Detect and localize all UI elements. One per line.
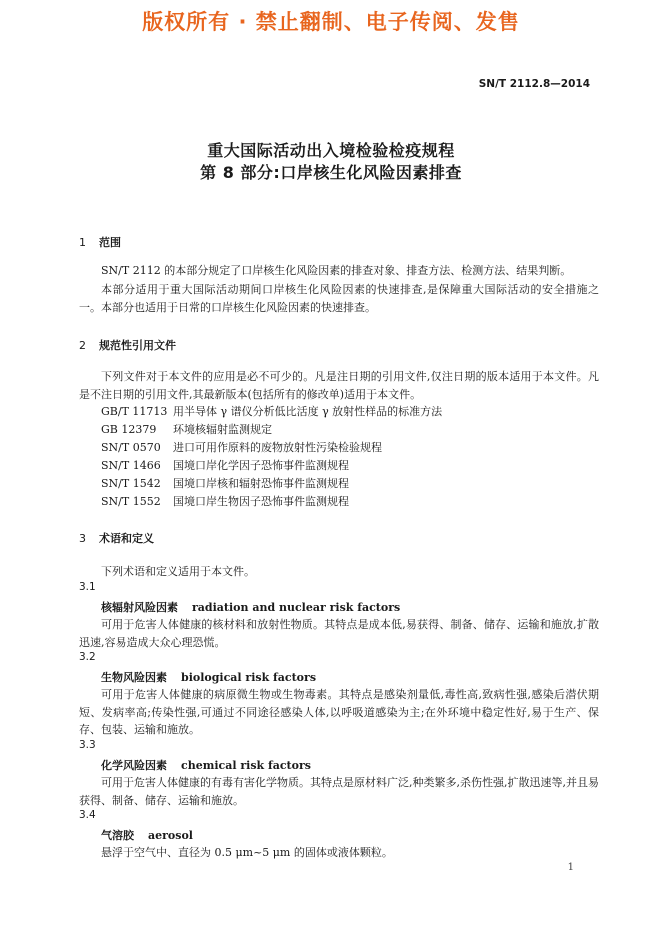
reference-item: SN/T 1552 国境口岸生物因子恐怖事件监测规程 (101, 495, 349, 508)
terms-intro: 下列术语和定义适用于本文件。 (101, 565, 255, 578)
term-definition: 可用于危害人体健康的病原微生物或生物毒素。其特点是感染剂量低,毒性高,致病性强,感染后潜伏期短、发病率高;传染性强,可通过不同途径感染人体,以呼吸道感染为主;在外环境中稳定性好,易于生产、保存、包装、运输和施放。 (79, 688, 599, 736)
section-heading-scope (79, 234, 121, 250)
document-subtitle: 第 8 部分:口岸核生化风险因素排查 (200, 163, 462, 182)
term-title: 生物风险因素 biological risk factors (101, 671, 317, 684)
term-title: 化学风险因素 chemical risk factors (101, 759, 311, 772)
document-title: 重大国际活动出入境检验检疫规程 (207, 141, 455, 160)
section-number: 3 (79, 532, 86, 545)
document-number: SN/T 2112.8—2014 (478, 78, 590, 90)
term-definition: 可用于危害人体健康的有毒有害化学物质。其特点是原材料广泛,种类繁多,杀伤性强,扩散迅速等,并且易获得、制备、储存、运输和施放。 (79, 776, 599, 807)
term-number: 3.2 (79, 651, 96, 663)
section-number: 2 (79, 339, 86, 352)
section-title: 规范性引用文件 (99, 339, 176, 352)
term-definition: 可用于危害人体健康的核材料和放射性物质。其特点是成本低,易获得、制备、储存、运输和施放,扩散迅速,容易造成大众心理恐慌。 (79, 618, 599, 649)
reference-item: SN/T 1542 国境口岸核和辐射恐怖事件监测规程 (101, 477, 349, 490)
term-number: 3.3 (79, 739, 96, 751)
section-number: 1 (79, 236, 86, 249)
reference-item: SN/T 1466 国境口岸化学因子恐怖事件监测规程 (101, 459, 349, 472)
reference-item: SN/T 0570 进口可用作原料的废物放射性污染检验规程 (101, 441, 382, 454)
watermark-banner: 版权所有 · 禁止翻制、电子传阅、发售 (142, 10, 520, 34)
section-heading-terms (79, 530, 154, 546)
scope-paragraph-1: SN/T 2112 的本部分规定了口岸核生化风险因素的排查对象、排查方法、检测方法、结果判断。 (101, 264, 572, 277)
term-title: 气溶胶 aerosol (101, 829, 193, 842)
term-definition: 悬浮于空气中、直径为 0.5 μm~5 μm 的固体或液体颗粒。 (101, 846, 393, 859)
term-number: 3.1 (79, 581, 96, 593)
term-number: 3.4 (79, 809, 96, 821)
page-number: 1 (567, 862, 574, 873)
term-title: 核辐射风险因素 radiation and nuclear risk factors (101, 601, 401, 614)
section-title: 范围 (99, 236, 121, 249)
reference-item: GB/T 11713 用半导体 γ 谱仪分析低比活度 γ 放射性样品的标准方法 (101, 405, 443, 418)
scope-paragraph-2: 本部分适用于重大国际活动期间口岸核生化风险因素的快速排查,是保障重大国际活动的安全措施之一。本部分也适用于日常的口岸核生化风险因素的快速排查。 (79, 283, 599, 314)
section-title: 术语和定义 (99, 532, 154, 545)
reference-item: GB 12379 环境核辐射监测规定 (101, 423, 272, 436)
normative-intro: 下列文件对于本文件的应用是必不可少的。凡是注日期的引用文件,仅注日期的版本适用于本文件。凡是不注日期的引用文件,其最新版本(包括所有的修改单)适用于本文件。 (79, 370, 599, 401)
section-heading-normative (79, 337, 176, 353)
